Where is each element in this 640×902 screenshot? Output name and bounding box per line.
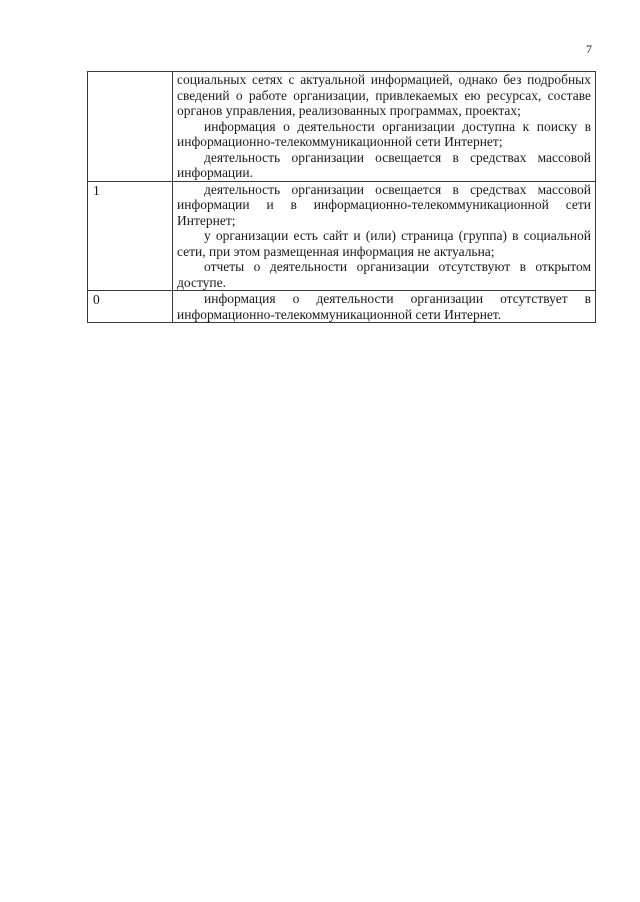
description-cell [173, 291, 596, 323]
description-cell [173, 72, 596, 182]
score-cell: 0 [88, 291, 173, 323]
table-row [88, 291, 596, 323]
table-row [88, 72, 596, 182]
criterion-text: у организации есть сайт и (или) страница (группа) в социальной сети, при этом размещенная информация не актуальна; [177, 228, 591, 259]
criterion-text: деятельность организации освещается в средствах массовой информации и в информационно-телекоммуникационной сети Интернет; [177, 181, 591, 228]
criterion-text: информация о деятельности организации отсутствует в информационно-телекоммуникационной сети Интернет. [177, 291, 591, 322]
page-number: 7 [586, 42, 592, 56]
score-cell: 1 [88, 181, 173, 291]
table-row [88, 181, 596, 291]
criterion-text: деятельность организации освещается в средствах массовой информации. [177, 149, 591, 180]
criterion-text: отчеты о деятельности организации отсутствуют в открытом доступе. [177, 259, 591, 290]
criterion-text: информация о деятельности организации доступна к поиску в информационно-телекоммуникационной сети Интернет; [177, 118, 591, 149]
criteria-table [87, 71, 596, 323]
criterion-text: социальных сетях с актуальной информацией, однако без подробных сведений о работе организации, привлекаемых ею ресурсах, составе органов управления, реализованных программах, проектах; [177, 72, 591, 118]
description-cell [173, 181, 596, 291]
score-cell [88, 72, 173, 182]
